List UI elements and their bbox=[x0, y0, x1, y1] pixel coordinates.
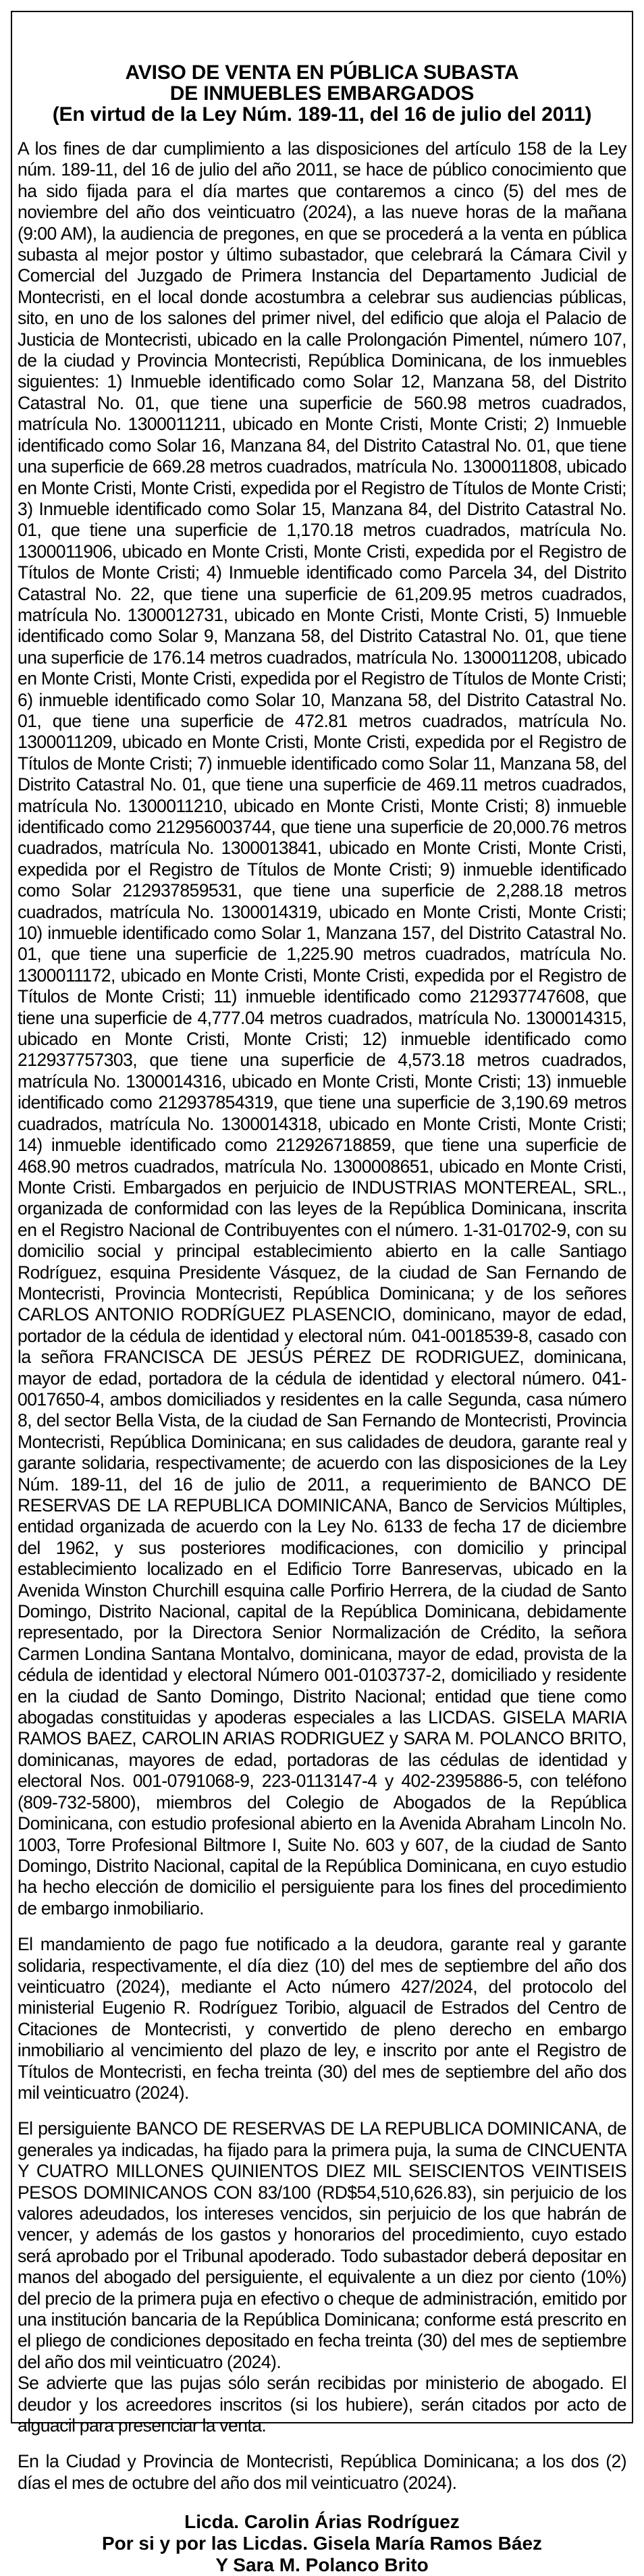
signature-line-2: Por si y por las Licdas. Gisela María Ramos Báez bbox=[101, 2533, 543, 2554]
signature-line-3: Y Sara M. Polanco Brito bbox=[215, 2554, 429, 2576]
notice-body bbox=[18, 138, 626, 2494]
signature-line-1: Licda. Carolin Árias Rodríguez bbox=[184, 2511, 460, 2533]
notice-title-line-1: AVISO DE VENTA EN PÚBLICA SUBASTA bbox=[125, 61, 519, 84]
notice-title-line-2: DE INMUEBLES EMBARGADOS bbox=[169, 82, 475, 105]
notice-subtitle: (En virtud de la Ley Núm. 189-11, del 16 de julio del 2011) bbox=[52, 103, 592, 126]
paragraph-property-list: A los fines de dar cumplimiento a las disposiciones del artículo 158 de la Ley núm. 189-11, del 16 de julio del año 2011, se hace de público conocimiento que ha sido fijada para el día martes que contaremos a cinco (5) del mes de noviembre del año dos veinticuatro (2024), a las nueve horas de la mañana (9:00 AM), la audiencia de pregones, en que se procederá a la venta en pública subasta al mejor postor y último subastador, que celebrará la Cámara Civil y Comercial del Juzgado de Primera Instancia del Departamento Judicial de Montecristi, en el local donde acostumbra a celebrar sus audiencias públicas, sito, en uno de los salones del primer nivel, del edificio que aloja el Palacio de Justicia de Montecristi, ubicado en la calle Prolongación Pimentel, número 107, de la ciudad y Provincia Montecristi, República Dominicana, de los inmuebles siguientes: 1) Inmueble identificado como Solar 12, Manzana 58, del Distrito Catastral No. 01, que tiene una superficie de 560.98 metros cuadrados, matrícula No. 1300011211, ubicado en Monte Cristi, Monte Cristi; 2) Inmueble identificado como Solar 16, Manzana 84, del Distrito Catastral No. 01, que tiene una superficie de 669.28 metros cuadrados, matrícula No. 1300011808, ubicado en Monte Cristi, Monte Cristi, expedida por el Registro de Títulos de Monte Cristi; 3) Inmueble identificado como Solar 15, Manzana 84, del Distrito Catastral No. 01, que tiene una superficie de 1,170.18 metros cuadrados, matrícula No. 1300011906, ubicado en Monte Cristi, Monte Cristi, expedida por el Registro de Títulos de Monte Cristi; 4) Inmueble identificado como Parcela 34, del Distrito Catastral No. 22, que tiene una superficie de 61,209.95 metros cuadrados, matrícula No. 1300012731, ubicado en Monte Cristi, Monte Cristi, 5) Inmueble identificado como Solar 9, Manzana 58, del Distrito Catastral No. 01, que tiene una superficie de 176.14 metros cuadrados, matrícula No. 1300011208, ubicado en Monte Cristi, Monte Cristi, expedida por el Registro de Títulos de Monte Cristi; 6) inmueble identificado como Solar 10, Manzana 58, del Distrito Catastral No. 01, que tiene una superficie de 472.81 metros cuadrados, matrícula No. 1300011209, ubicado en Monte Cristi, Monte Cristi, expedida por el Registro de Títulos de Monte Cristi; 7) inmueble identificado como Solar 11, Manzana 58, del Distrito Catastral No. 01, que tiene una superficie de 469.11 metros cuadrados, matrícula No. 1300011210, ubicado en Monte Cristi, Monte Cristi; 8) inmueble identificado como 212956003744, que tiene una superficie de 20,000.76 metros cuadrados, matrícula No. 1300013841, ubicado en Monte Cristi, Monte Cristi, expedida por el Registro de Títulos de Monte Cristi; 9) inmueble identificado como Solar 212937859531, que tiene una superficie de 2,288.18 metros cuadrados, matrícula No. 1300014319, ubicado en Monte Cristi, Monte Cristi; 10) inmueble identificado como Solar 1, Manzana 157, del Distrito Catastral No. 01, que tiene una superficie de 1,225.90 metros cuadrados, matrícula No. 1300011172, ubicado en Monte Cristi, Monte Cristi, expedida por el Registro de Títulos de Monte Cristi; 11) inmueble identificado como 212937747608, que tiene una superficie de 4,777.04 metros cuadrados, matrícula No. 1300014315, ubicado en Monte Cristi, Monte Cristi; 12) inmueble identificado como 212937757303, que tiene una superficie de 4,573.18 metros cuadrados, matrícula No. 1300014316, ubicado en Monte Cristi, Monte Cristi; 13) inmueble identificado como 212937854319, que tiene una superficie de 3,190.69 metros cuadrados, matrícula No. 1300014318, ubicado en Monte Cristi, Monte Cristi; 14) inmueble identificado como 212926718859, que tiene una superficie de 468.90 metros cuadrados, matrícula No. 1300008651, ubicado en Monte Cristi, Monte Cristi. Embargados en perjuicio de INDUSTRIAS MONTEREAL, SRL., organizada de conformidad con las leyes de la República Dominicana, inscrita en el Registro Nacional de Contribuyentes con el número. 1-31-01702-9, con su domicilio social y principal establecimiento abierto en la calle Santiago Rodríguez, esquina Presidente Vásquez, de la ciudad de San Fernando de Montecristi, Provincia Montecristi, República Dominicana; y de los señores CARLOS ANTONIO RODRÍGUEZ PLASENCIO, dominicano, mayor de edad, portador de la cédula de identidad y electoral núm. 041-0018539-8, casado con la señora FRANCISCA DE JESÚS PÉREZ DE RODRIGUEZ, dominicana, mayor de edad, portadora de la cédula de identidad y electoral número. 041-0017650-4, ambos domiciliados y residentes en la calle Segunda, casa número 8, del sector Bella Vista, de la ciudad de San Fernando de Montecristi, Provincia Montecristi, República Dominicana; en sus calidades de deudora, garante real y garante solidaria, respectivamente; de acuerdo con las disposiciones de la Ley Núm. 189-11, del 16 de julio de 2011, a requerimiento de BANCO DE RESERVAS DE LA REPUBLICA DOMINICANA, Banco de Servicios Múltiples, entidad organizada de acuerdo con la Ley No. 6133 de fecha 17 de diciembre del 1962, y sus posteriores modificaciones, con domicilio y principal establecimiento localizado en el Edificio Torre Banreservas, ubicado en la Avenida Winston Churchill esquina calle Porfirio Herrera, de la ciudad de Santo Domingo, Distrito Nacional, capital de la República Dominicana, debidamente representado, por la Directora Senior Normalización de Crédito, la señora Carmen Londina Santana Montalvo, dominicana, mayor de edad, provista de la cédula de identidad y electoral Número 001-0103737-2, domiciliado y residente en la ciudad de Santo Domingo, Distrito Nacional; entidad que tiene como abogadas constituidas y apoderas especiales a las LICDAS. GISELA MARIA RAMOS BAEZ, CAROLIN ARIAS RODRIGUEZ y SARA M. POLANCO BRITO, dominicanas, mayores de edad, portadoras de las cédulas de identidad y electoral Nos. 001-0791068-9, 223-0113147-4 y 402-2395886-5, con teléfono (809-732-5800), miembros del Colegio de Abogados de la República Dominicana, con estudio profesional abierto en la Avenida Abraham Lincoln No. 1003, Torre Profesional Biltmore I, Suite No. 603 y 607, de la ciudad de Santo Domingo, Distrito Nacional, capital de la República Dominicana, en cuyo estudio ha hecho elección de domicilio el persiguiente para los fines del procedimiento de embargo inmobiliario. bbox=[18, 138, 626, 1918]
notice-header bbox=[18, 62, 626, 125]
paragraph-bidding-notice: Se advierte que las pujas sólo serán recibidas por ministerio de abogado. El deudor y los acreedores inscritos (si los hubiere), serán citados por acto de alguacil para presenciar la venta. bbox=[18, 2373, 626, 2436]
paragraph-payment-order: El mandamiento de pago fue notificado a la deudora, garante real y garante solidaria, respectivamente, el día diez (10) del mes de septiembre del año dos veinticuatro (2024), mediante el Acto número 427/2024, del protocolo del ministerial Eugenio R. Rodríguez Toribio, alguacil de Estrados del Centro de Citaciones de Montecristi, y convertido de pleno derecho en embargo inmobiliario al vencimiento del plazo de ley, e inscrito por ante el Registro de Títulos de Montecristi, en fecha treinta (30) del mes de septiembre del año dos mil veinticuatro (2024). bbox=[18, 1934, 626, 2103]
paragraph-auction-terms: El persiguiente BANCO DE RESERVAS DE LA REPUBLICA DOMINICANA, de generales ya indicadas, ha fijado para la primera puja, la suma de CINCUENTA Y CUATRO MILLONES QUINIENTOS DIEZ MIL SEISCIENTOS VEINTISEIS PESOS DOMINICANOS CON 83/100 (RD$54,510,626.83), sin perjuicio de los valores adeudados, los intereses vencidos, sin perjuicio de los que habrán de vencer, y además de los gastos y honorarios del procedimiento, cuyo estado será aprobado por el Tribunal apoderado. Todo subastador deberá depositar en manos del abogado del persiguiente, el equivalente a un diez por ciento (10%) del precio de la primera puja en efectivo o cheque de administración, emitido por una institución bancaria de la República Dominicana; conforme está prescrito en el pliego de condiciones depositado en fecha treinta (30) del mes de septiembre del año dos mil veinticuatro (2024). bbox=[18, 2118, 626, 2372]
signature-block bbox=[18, 2511, 626, 2576]
paragraph-date-place: En la Ciudad y Provincia de Montecristi, República Dominicana; a los dos (2) días el mes de octubre del año dos mil veinticuatro (2024). bbox=[18, 2451, 626, 2493]
